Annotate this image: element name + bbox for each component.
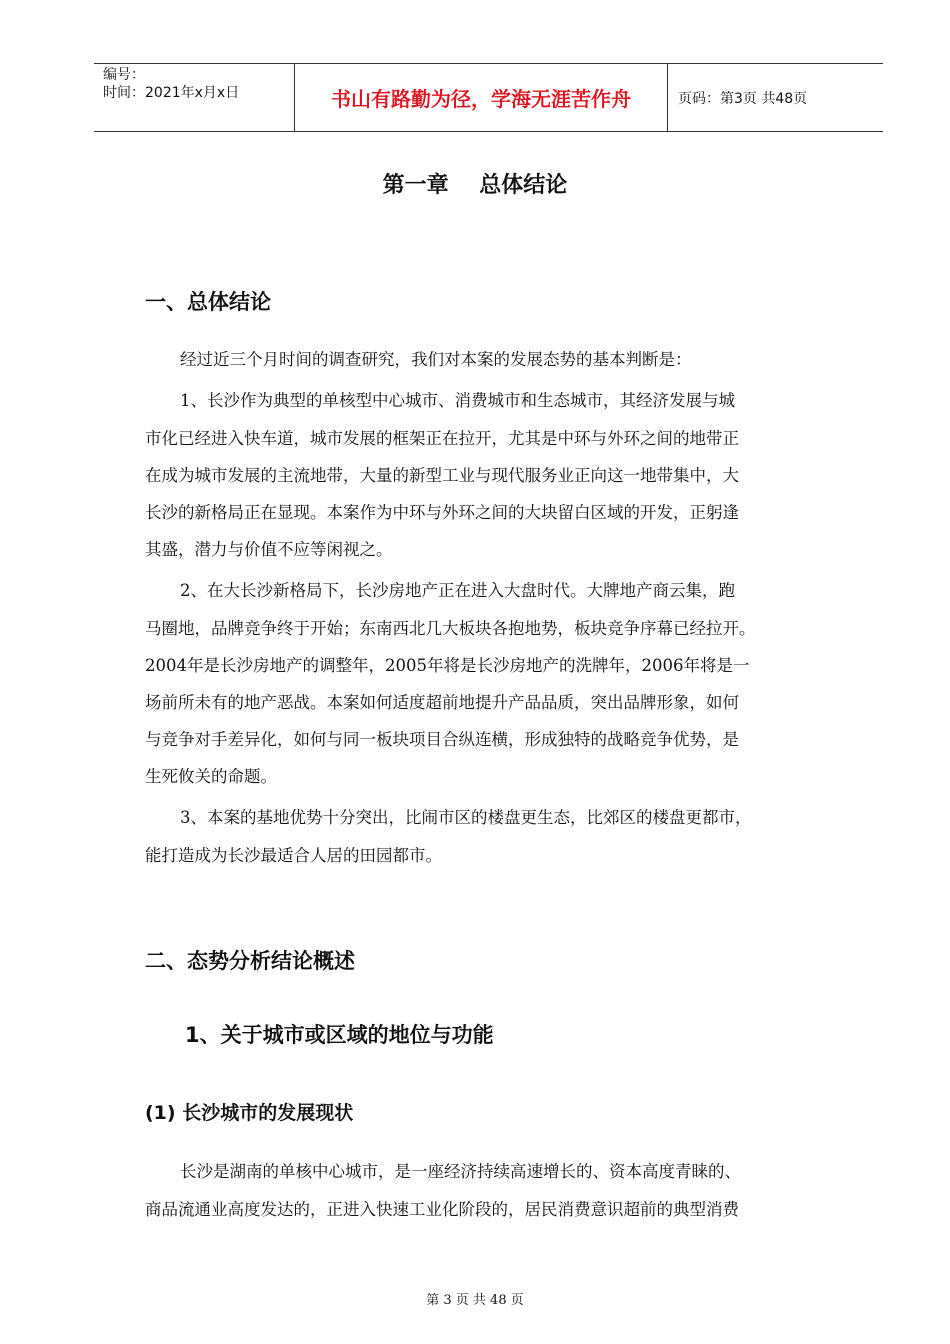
paragraph-line: 生死攸关的命题。 [145,767,277,786]
paragraph-line: 3、本案的基地优势十分突出，比闹市区的楼盘更生态，比郊区的楼盘更都市， [180,808,752,827]
chapter-title: 第一章 总体结论 [382,173,568,198]
paragraph-line: 场前所未有的地产恶战。本案如何适度超前地提升产品品质，突出品牌形象，如何 [145,693,739,712]
paragraph-line: 2004年是长沙房地产的调整年，2005年将是长沙房地产的洗牌年，2006年将是一 [145,656,750,675]
header-meta-cell [94,64,295,131]
paragraph-line: 马圈地，品牌竞争终于开始；东南西北几大板块各抱地势，板块竞争序幕已经拉开。 [145,619,756,638]
paragraph-line: 长沙的新格局正在显现。本案作为中环与外环之间的大块留白区域的开发，正躬逢 [145,503,739,522]
page-header [94,63,883,132]
paragraph-line: 在成为城市发展的主流地带，大量的新型工业与现代服务业正向这一地带集中，大 [145,466,739,485]
paragraph-line: 1、长沙作为典型的单核型中心城市、消费城市和生态城市，其经济发展与城 [180,391,735,410]
header-motto: 书山有路勤为径，学海无涯苦作舟 [295,64,668,131]
page-footer: 第 3 页 共 48 页 [426,1293,524,1308]
paragraph-line: 能打造成为长沙最适合人居的田园都市。 [145,846,442,865]
paragraph-line: 长沙是湖南的单核中心城市，是一座经济持续高速增长的、资本高度青睐的、 [180,1162,741,1181]
header-page-info: 页码：第3页 共48页 [678,90,808,107]
section2-heading: 二、态势分析结论概述 [145,949,355,973]
section2-subheading: 1、关于城市或区域的地位与功能 [185,1023,494,1047]
paragraph-line: 其盛，潜力与价值不应等闲视之。 [145,540,393,559]
paragraph-line: 商品流通业高度发达的，正进入快速工业化阶段的，居民消费意识超前的典型消费 [145,1200,739,1219]
paragraph-line: 经过近三个月时间的调查研究，我们对本案的发展态势的基本判断是： [180,350,692,369]
paragraph-line: 2、在大长沙新格局下，长沙房地产正在进入大盘时代。大牌地产商云集，跑 [180,581,735,600]
serial-label: 编号： [103,67,145,83]
paragraph-line: 市化已经进入快车道，城市发展的框架正在拉开，尤其是中环与外环之间的地带正 [145,429,739,448]
section1-heading: 一、总体结论 [145,290,271,314]
paragraph-line: 与竞争对手差异化，如何与同一板块项目合纵连横，形成独特的战略竞争优势，是 [145,730,739,749]
section2-subsubheading: (1) 长沙城市的发展现状 [145,1102,354,1124]
time-label: 时间：2021年x月x日 [103,85,240,101]
